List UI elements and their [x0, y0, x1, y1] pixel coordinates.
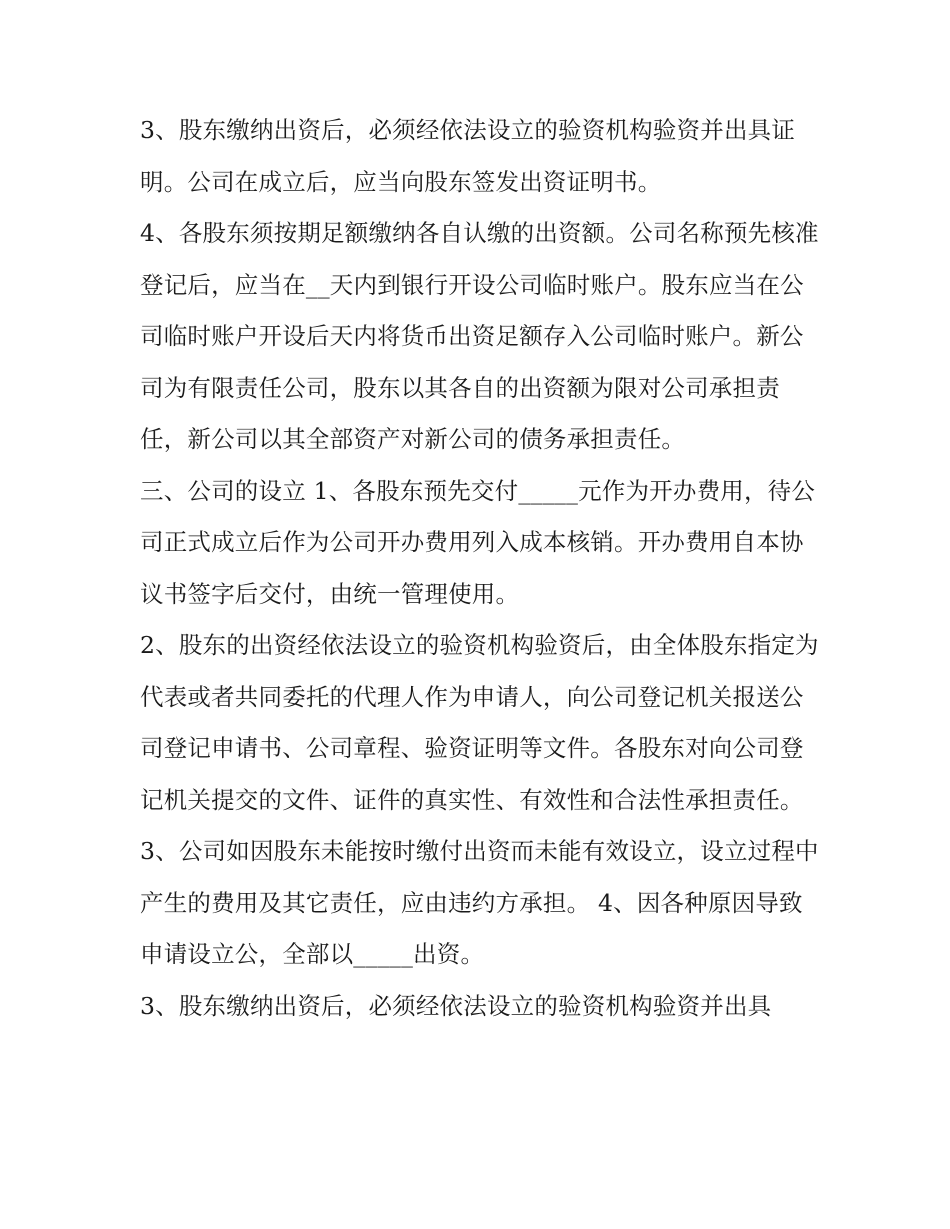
paragraph-2: 4、各股东须按期足额缴纳各自认缴的出资额。公司名称预先核准登记后，应当在__天内到银行开设公司临时账户。股东应当在公司临时账户开设后天内将货币出资足额存入公司临时账户。新公司为有限责任公司，股东以其各自的出资额为限对公司承担责任，新公司以其全部资产对新公司的债务承担责任。	[140, 219, 819, 453]
paragraph-3: 三、公司的设立 1、各股东预先交付_____元作为开办费用，待公司正式成立后作为公司开办费用列入成本核销。开办费用自本协议书签字后交付，由统一管理使用。	[140, 476, 816, 608]
document-body	[140, 105, 820, 1032]
paragraph-4: 2、股东的出资经依法设立的验资机构验资后，由全体股东指定为代表或者共同委托的代理人作为申请人，向公司登记机关报送公司登记申请书、公司章程、验资证明等文件。各股东对向公司登记机关提交的文件、证件的真实性、有效性和合法性承担责任。	[140, 631, 819, 814]
paragraph-1: 3、股东缴纳出资后，必须经依法设立的验资机构验资并出具证明。公司在成立后，应当向股东签发出资证明书。	[140, 116, 796, 196]
paragraph-5: 3、公司如因股东未能按时缴付出资而未能有效设立，设立过程中产生的费用及其它责任，应由违约方承担。 4、因各种原因导致申请设立公，全部以_____出资。	[140, 837, 819, 968]
paragraph-6: 3、股东缴纳出资后，必须经依法设立的验资机构验资并出具	[140, 991, 772, 1020]
